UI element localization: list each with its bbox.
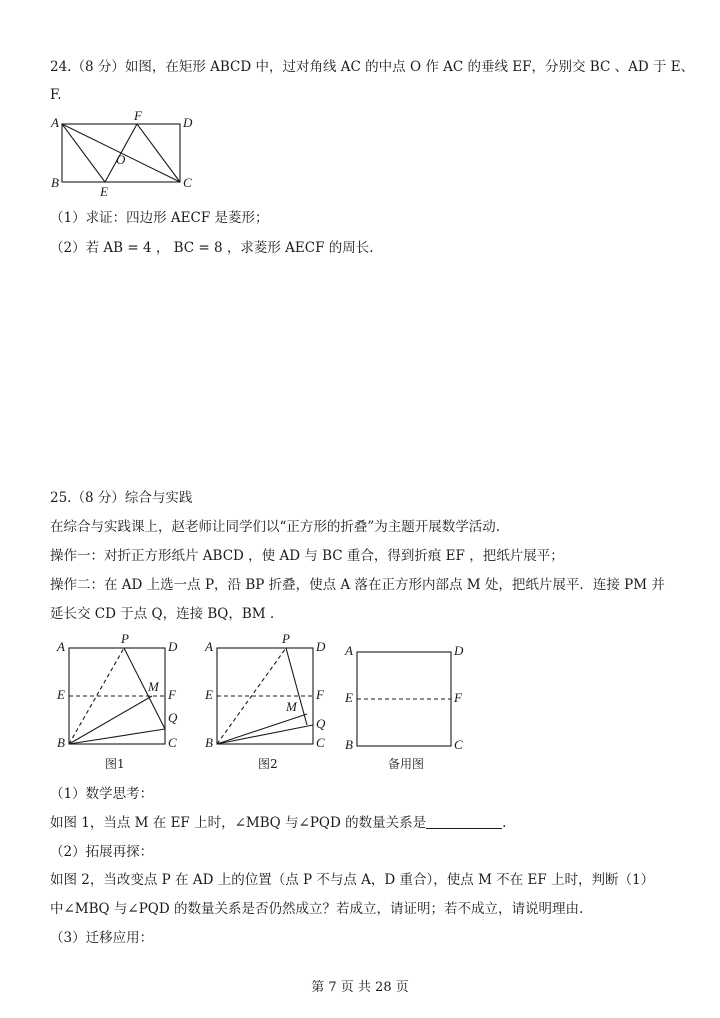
label-b: B: [205, 735, 213, 750]
label-q: Q: [316, 716, 326, 731]
q25-s1-title: （1）数学思考：: [50, 786, 154, 802]
q25-op2b: 延长交 CD 于点 Q，连接 BQ，BM .: [50, 606, 275, 622]
label-q: Q: [168, 710, 178, 725]
q24-figure: [50, 108, 200, 199]
segment-pq: [124, 648, 165, 729]
label-d: D: [454, 643, 464, 658]
label-m: M: [148, 679, 159, 694]
q25-header: 25.（8 分）综合与实践: [50, 490, 193, 506]
label-b: B: [345, 737, 353, 752]
figure-1: [55, 632, 190, 772]
label-f: F: [168, 687, 176, 702]
q25-s3-title: （3）迁移应用：: [50, 930, 154, 946]
q25-op2a: 操作二：在 AD 上选一点 P，沿 BP 折叠，使点 A 落在正方形内部点 M 处，把纸片展平．连接 PM 并: [50, 577, 665, 593]
label-e: E: [345, 690, 353, 705]
q25-s1-end: .: [502, 815, 507, 831]
label-f: F: [134, 108, 142, 123]
label-c: C: [316, 735, 325, 750]
label-o: O: [116, 152, 126, 167]
segment-bq: [69, 729, 165, 744]
segment-fc: [137, 124, 180, 182]
q25-s2-title: （2）拓展再探：: [50, 844, 154, 860]
label-a: A: [51, 115, 59, 130]
segment-ae: [62, 124, 105, 182]
q24-line1: 24.（8 分）如图，在矩形 ABCD 中，过对角线 AC 的中点 O 作 AC 的垂线 EF，分别交 BC 、AD 于 E、: [50, 59, 695, 75]
label-c: C: [168, 735, 177, 750]
label-d: D: [183, 115, 193, 130]
label-m: M: [286, 699, 297, 714]
label-e: E: [205, 687, 213, 702]
label-f: F: [454, 690, 462, 705]
label-p: P: [121, 631, 129, 646]
q24-part2: （2）若 AB = 4 ， BC = 8 ，求菱形 AECF 的周长.: [50, 240, 374, 256]
caption-fig2: 图2: [258, 757, 278, 771]
label-a: A: [205, 639, 213, 654]
label-b: B: [51, 175, 59, 190]
caption-spare: 备用图: [388, 757, 425, 771]
q25-s1-text: 如图 1，当点 M 在 EF 上时，∠MBQ 与∠PQD 的数量关系是: [50, 815, 427, 831]
caption-fig1: 图1: [105, 757, 125, 771]
q25-s2-line1: 如图 2，当改变点 P 在 AD 上的位置（点 P 不与点 A，D 重合），使点 M 不在 EF 上时，判断（1）: [50, 872, 655, 888]
figure-spare: [343, 632, 478, 772]
label-d: D: [168, 639, 178, 654]
label-d: D: [316, 639, 326, 654]
q24-line2: F.: [50, 87, 62, 103]
q24-part1: （1）求证：四边形 AECF 是菱形；: [50, 210, 269, 226]
label-p: P: [282, 631, 290, 646]
label-e: E: [100, 184, 108, 199]
label-f: F: [316, 687, 324, 702]
q25-s1-line: [50, 814, 506, 832]
label-a: A: [345, 643, 353, 658]
figure-2: [203, 632, 338, 772]
label-c: C: [183, 175, 192, 190]
label-c: C: [454, 737, 463, 752]
label-a: A: [57, 639, 65, 654]
answer-blank[interactable]: [426, 815, 502, 829]
segment-bm: [69, 696, 152, 744]
label-b: B: [57, 735, 65, 750]
label-e: E: [57, 687, 65, 702]
q25-op1: 操作一：对折正方形纸片 ABCD ，使 AD 与 BC 重合，得到折痕 EF ，把纸片展平；: [50, 548, 564, 564]
q25-s2-line2: 中∠MBQ 与∠PQD 的数量关系是否仍然成立？若成立，请证明；若不成立，请说明理由.: [50, 901, 584, 917]
q25-intro: 在综合与实践课上，赵老师让同学们以“正方形的折叠”为主题开展数学活动.: [50, 519, 501, 535]
page-footer: 第 7 页 共 28 页: [311, 980, 409, 995]
